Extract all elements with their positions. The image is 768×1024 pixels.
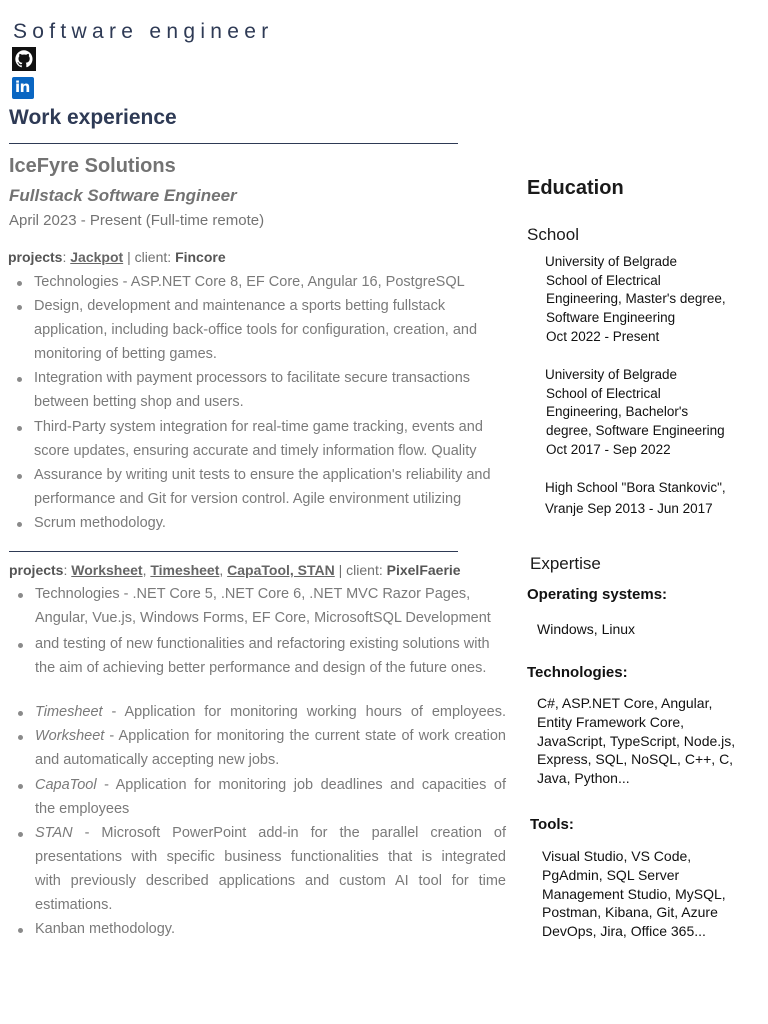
list-item-cont: application, including back-office tools for configuration, creation, and xyxy=(34,322,478,338)
job-role: Fullstack Software Engineer xyxy=(9,186,237,205)
company-name: IceFyre Solutions xyxy=(9,155,176,177)
list-item-cont: and automatically accepting new jobs. xyxy=(35,752,280,768)
project-link-capatool-stan[interactable]: CapaTool, STAN xyxy=(227,562,335,578)
list-item-cont: with previously described applications and custom AI tool for time xyxy=(35,873,506,889)
projects-line-1: projects: Jackpot | client: Fincore xyxy=(8,249,226,265)
list-item-cont: estimations. xyxy=(35,897,113,913)
list-item: Worksheet - Application for monitoring the current state of work creation xyxy=(35,724,506,748)
list-item-cont: monitoring of betting games. xyxy=(34,346,217,362)
client-name: PixelFaerie xyxy=(386,562,461,578)
projects-label: projects xyxy=(9,562,64,578)
list-item-cont: the employees xyxy=(35,801,130,817)
list-item: CapaTool - Application for monitoring job deadlines and capacities of xyxy=(35,773,506,797)
list-item: STAN - Microsoft PowerPoint add-in for the parallel creation of xyxy=(35,821,506,845)
list-item: Design, development and maintenance a sports betting fullstack xyxy=(34,294,445,318)
list-item: Third-Party system integration for real-time game tracking, events and xyxy=(34,415,483,439)
tools-label: Tools: xyxy=(530,816,574,833)
list-item: Assurance by writing unit tests to ensure the application's reliability and xyxy=(34,463,491,487)
technologies-value: C#, ASP.NET Core, Angular, Entity Framework Core, JavaScript, TypeScript, Node.js, Express, SQL, NoSQL, C++, C, Java, Python... xyxy=(537,695,736,787)
project-link-jackpot[interactable]: Jackpot xyxy=(70,249,124,265)
education-entry-2: University of Belgrade School of Electrical Engineering, Bachelor's degree, Software Engineering Oct 2017 - Sep 2022 xyxy=(545,367,725,457)
projects-line-2: projects: Worksheet, Timesheet, CapaTool, STAN | client: PixelFaerie xyxy=(9,562,461,578)
divider xyxy=(9,551,458,552)
list-item-cont: between betting shop and users. xyxy=(34,394,244,410)
technologies-label: Technologies: xyxy=(527,664,628,681)
project-link-worksheet[interactable]: Worksheet xyxy=(71,562,143,578)
list-item-cont: Angular, Vue.js, Windows Forms, EF Core, MicrosoftSQL Development xyxy=(35,610,491,626)
list-item: Technologies - .NET Core 5, .NET Core 6, .NET MVC Razor Pages, xyxy=(35,582,470,606)
job-period: April 2023 - Present (Full-time remote) xyxy=(9,212,265,229)
education-entry-1: University of Belgrade School of Electrical Engineering, Master's degree, Software Engineering Oct 2022 - Present xyxy=(545,254,726,344)
list-item: Integration with payment processors to facilitate secure transactions xyxy=(34,366,470,390)
github-icon[interactable] xyxy=(12,47,36,71)
projects-label: projects xyxy=(8,249,63,265)
list-item: Technologies - ASP.NET Core 8, EF Core, Angular 16, PostgreSQL xyxy=(34,270,465,294)
divider xyxy=(9,143,458,144)
list-item: Kanban methodology. xyxy=(35,917,175,941)
list-item-cont: presentations with specific business functionalities that is integrated xyxy=(35,849,506,865)
school-label: School xyxy=(527,225,579,244)
section-title-work: Work experience xyxy=(9,106,177,129)
section-title-education: Education xyxy=(527,177,624,199)
list-item-cont: score updates, ensuring accurate and timely information flow. Quality xyxy=(34,443,477,459)
list-item: and testing of new functionalities and refactoring existing solutions with xyxy=(35,632,490,656)
client-name: Fincore xyxy=(175,249,226,265)
headline: Software engineer xyxy=(13,20,274,43)
os-label: Operating systems: xyxy=(527,586,668,603)
tools-value: Visual Studio, VS Code, PgAdmin, SQL Server Management Studio, MySQL, Postman, Kibana, Git, Azure DevOps, Jira, Office 365... xyxy=(542,848,726,940)
list-item-cont: the aim of achieving better performance and design of the future ones. xyxy=(35,660,487,676)
linkedin-icon[interactable]: in xyxy=(12,77,34,99)
client-separator: | client: xyxy=(127,249,172,265)
expertise-label: Expertise xyxy=(530,554,601,573)
os-value: Windows, Linux xyxy=(537,621,636,637)
list-item-cont: performance and Git for version control. Agile environment utilizing xyxy=(34,491,462,507)
education-entry-3: High School "Bora Stankovic", Vranje Sep 2013 - Jun 2017 xyxy=(545,480,726,516)
list-item: Timesheet - Application for monitoring working hours of employees. xyxy=(35,700,506,724)
client-separator: | client: xyxy=(338,562,383,578)
project-link-timesheet[interactable]: Timesheet xyxy=(150,562,220,578)
list-item: Scrum methodology. xyxy=(34,511,166,535)
